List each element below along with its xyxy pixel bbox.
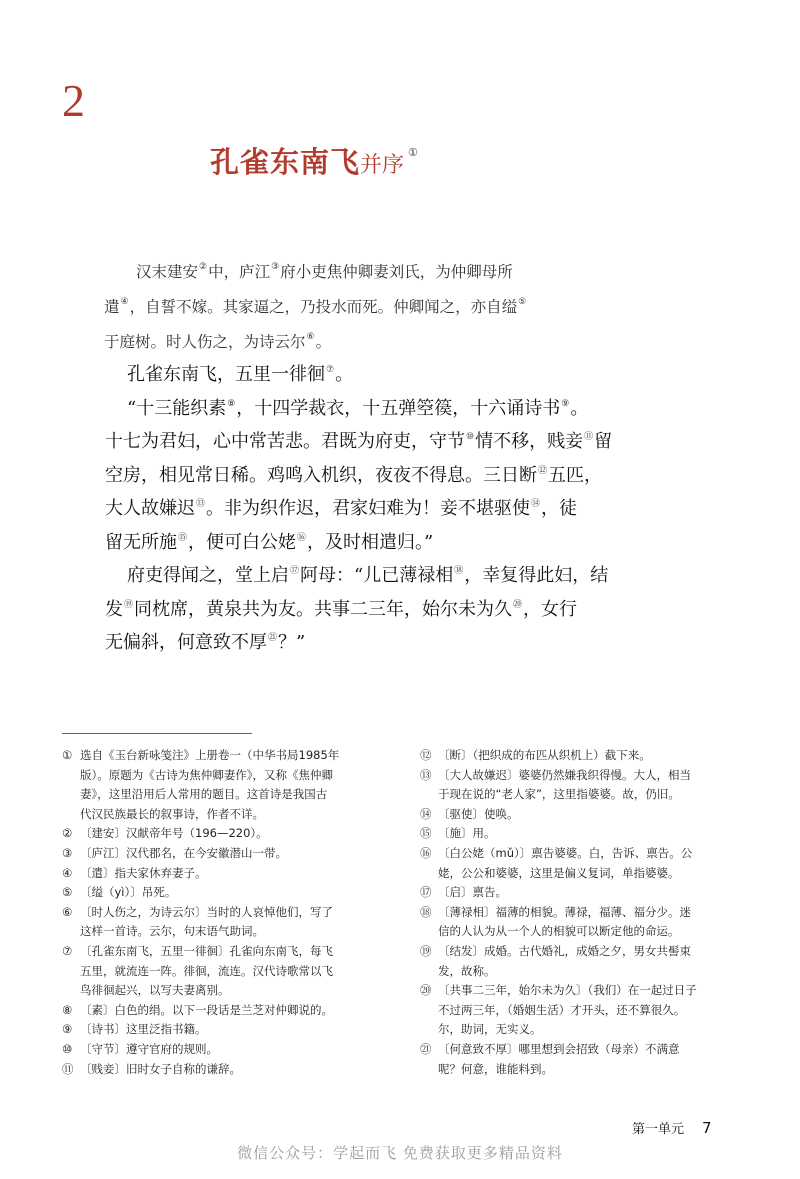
text-line — [105, 356, 565, 390]
page-number: 7 — [702, 1119, 712, 1137]
text-segment: 。非为织作迟，君家妇难为！妾不堪驱使 — [206, 498, 531, 519]
footnote-number: ⑬ — [420, 767, 432, 782]
footnote-text: 尔，助词，无实义。 — [438, 1022, 542, 1037]
footnote-text: 〔驱使〕使唤。 — [438, 806, 519, 821]
footnote-line — [62, 962, 382, 982]
footnote-line — [420, 766, 738, 786]
text-segment: 无偏斜，何意致不厚 — [105, 632, 267, 653]
footnote-text: 选自《玉台新咏笺注》上册卷一（中华书局1985年 — [80, 748, 340, 762]
footnote-line — [420, 883, 738, 903]
footnote-mark: ⑱ — [454, 566, 464, 576]
text-line — [105, 457, 603, 491]
title-main: 孔雀东南飞 — [210, 145, 361, 179]
poem-body — [105, 356, 613, 658]
text-line — [105, 390, 589, 424]
text-line — [105, 591, 578, 625]
footnote-line — [420, 981, 738, 1001]
footnote-line — [62, 1001, 382, 1021]
footnote-number: ⑮ — [420, 826, 432, 841]
footnote-line — [62, 922, 382, 942]
footnote-number: ⑰ — [420, 885, 432, 900]
footnote-number: ㉑ — [420, 1041, 432, 1056]
text-segment: 留无所施 — [105, 531, 177, 553]
footnote-text: 〔遣〕指夫家休弃妻子。 — [80, 865, 207, 880]
text-segment: 。 — [570, 397, 589, 419]
footnote-line — [420, 1040, 738, 1060]
footnote-line — [420, 1001, 738, 1021]
text-line — [104, 322, 574, 357]
footnote-number: ① — [62, 748, 73, 762]
footnote-text: 代汉民族最长的叙事诗，作者不详。 — [80, 806, 264, 821]
footnote-text: 姥，公公和婆婆，这里是偏义复词，单指婆婆。 — [438, 865, 680, 880]
footnote-mark: ③ — [271, 262, 280, 272]
footnote-text: 妻》，这里沿用后人常用的题目。这首诗是我国古 — [80, 787, 328, 802]
text-line — [105, 624, 565, 658]
footnote-mark: ⑲ — [124, 599, 134, 610]
footnote-number: ⑤ — [62, 885, 73, 900]
footnote-mark: ㉑ — [268, 633, 278, 643]
footnote-text: 鸟徘徊起兴，以写夫妻离别。 — [80, 983, 230, 998]
footnote-line — [62, 805, 382, 825]
footnote-text: 〔时人伤之，为诗云尔〕当时的人哀悼他们，写了 — [80, 904, 333, 919]
footnotes-left — [62, 746, 382, 1079]
text-segment: 情不移，贱妾 — [475, 431, 584, 452]
footnote-text: 〔断〕（把织成的布匹从织机上）截下来。 — [438, 748, 651, 762]
footnote-line — [62, 766, 382, 786]
footnote-text: 〔守节〕遵守官府的规则。 — [80, 1041, 218, 1056]
text-segment: 汉末建安 — [136, 263, 199, 281]
footnote-number: ⑲ — [420, 943, 432, 958]
footnote-line — [420, 785, 738, 805]
footnote-mark: ⑰ — [290, 566, 300, 576]
text-segment: ，自誓不嫁。其家逼之，乃投水而死。仲卿闻之，亦自缢 — [129, 298, 518, 316]
footnote-number: ② — [62, 826, 73, 841]
text-segment: 中，庐江 — [208, 263, 271, 281]
text-segment: ，女行 — [523, 598, 578, 620]
footnote-line — [420, 805, 738, 825]
text-segment: 空房，相见常日稀。鸡鸣入机织，夜夜不得息。三日断 — [105, 464, 537, 486]
footnote-mark: ⑨ — [561, 398, 570, 409]
footnote-text: 〔何意致不厚〕哪里想到会招致（母亲）不满意 — [438, 1041, 680, 1056]
text-line — [105, 423, 613, 457]
footnote-number: ⑱ — [420, 904, 432, 919]
text-segment: 大人故嫌迟 — [105, 498, 195, 519]
footnote-mark: ⑧ — [227, 398, 236, 409]
footnote-line — [420, 864, 738, 884]
footnote-text: 〔孔雀东南飞，五里一徘徊〕孔雀向东南飞，每飞 — [80, 943, 333, 958]
footnote-mark: ⑭ — [531, 499, 541, 509]
text-line — [105, 524, 565, 558]
footnote-text: 〔结发〕成婚。古代婚礼，成婚之夕，男女共髻束 — [438, 943, 691, 958]
footnote-line — [62, 903, 382, 923]
footnote-text: 不过两三年，（婚姻生活）才开头，还不算很久。 — [438, 1002, 686, 1017]
footnote-number: ⑥ — [62, 904, 73, 919]
footnote-number: ⑨ — [62, 1022, 73, 1037]
footnote-mark: ⑬ — [196, 499, 206, 509]
footnote-line — [62, 1060, 382, 1080]
footnote-text: 于现在说的“老人家”，这里指婆婆。故，仍旧。 — [438, 787, 680, 802]
footnote-number: ⑯ — [420, 845, 432, 860]
footnote-number: ⑪ — [62, 1061, 74, 1076]
footnote-line — [62, 942, 382, 962]
footnote-text: 版）。原题为《古诗为焦仲卿妻作》，又称《焦仲卿 — [80, 767, 333, 782]
footnote-line — [62, 1020, 382, 1040]
footnote-divider — [62, 733, 252, 734]
footnote-text: 〔建安〕汉献帝年号（196—220）。 — [80, 826, 268, 841]
footnote-line — [420, 1060, 738, 1080]
unit-label: 第一单元 — [632, 1122, 685, 1137]
footnote-number: ⑫ — [420, 748, 432, 762]
footnote-line — [420, 844, 738, 864]
footnote-number: ⑧ — [62, 1002, 73, 1017]
text-segment: ，及时相遣归。” — [307, 531, 434, 553]
footnote-line — [420, 942, 738, 962]
footnote-text: 〔白公姥（mǔ）〕禀告婆婆。白，告诉、禀告。公 — [438, 845, 693, 860]
text-segment: 同枕席，黄泉共为友。共事二三年，始尔未为久 — [134, 598, 513, 620]
footnote-mark: ⑮ — [178, 532, 188, 543]
footnote-line — [420, 746, 738, 766]
text-segment: 于庭树。时人伤之，为诗云尔 — [104, 333, 306, 351]
footnote-mark: ⑥ — [306, 332, 315, 342]
footnote-mark: ⑯ — [297, 532, 307, 543]
footnote-line — [420, 1020, 738, 1040]
text-segment: ？” — [278, 632, 306, 653]
footnote-line — [62, 1040, 382, 1060]
page-footer — [632, 1118, 712, 1137]
footnote-line — [62, 981, 382, 1001]
footnote-line — [62, 844, 382, 864]
footnote-mark: ② — [199, 262, 208, 272]
title-footnote-mark: ① — [408, 146, 418, 159]
footnote-line — [62, 864, 382, 884]
footnote-text: 信的人认为从一个人的相貌可以断定他的命运。 — [438, 924, 680, 939]
footnote-line — [62, 746, 382, 766]
text-segment: 府小吏焦仲卿妻刘氏，为仲卿母所 — [280, 263, 513, 281]
text-segment: 府吏得闻之，堂上启 — [127, 565, 289, 586]
text-segment: ，徒 — [541, 498, 578, 519]
text-line — [105, 490, 578, 524]
footnote-text: 五里，就流连一阵。徘徊，流连。汉代诗歌常以飞 — [80, 963, 333, 978]
text-segment: ，便可白公姥 — [188, 531, 297, 553]
text-line — [104, 252, 574, 287]
text-segment: 孔雀东南飞，五里一徘徊 — [127, 364, 325, 385]
footnote-text: 〔共事二三年，始尔未为久〕（我们）在一起过日子 — [438, 983, 697, 998]
footnote-line — [420, 824, 738, 844]
text-segment: 发 — [105, 598, 123, 620]
footnote-number: ⑦ — [62, 943, 73, 958]
footnote-line — [420, 962, 738, 982]
text-segment: 十七为君妇，心中常苦悲。君既为府吏，守节 — [105, 431, 465, 452]
title-sub: 并序 — [360, 153, 405, 178]
text-segment: 五匹， — [548, 464, 603, 486]
lesson-number: 2 — [62, 75, 85, 126]
text-segment: ，幸复得此妇，结 — [464, 565, 609, 586]
footnote-mark: ⑩ — [466, 432, 475, 442]
footnote-number: ⑭ — [420, 806, 432, 821]
footnote-mark: ⑪ — [584, 432, 594, 442]
footnote-mark: ⑫ — [538, 465, 548, 476]
footnote-text: 这样一首诗。云尔，句末语气助词。 — [80, 924, 264, 939]
footnote-text: 〔缢（yì）〕吊死。 — [80, 885, 177, 900]
footnote-number: ④ — [62, 865, 73, 880]
footnote-text: 〔庐江〕汉代郡名，在今安徽潜山一带。 — [80, 845, 287, 860]
text-segment: 留 — [594, 431, 613, 452]
footnote-mark: ⑤ — [518, 297, 527, 307]
footnote-text: 〔诗书〕这里泛指书籍。 — [80, 1022, 207, 1037]
text-segment: “十三能织素 — [127, 397, 227, 419]
text-segment: ，十四学裁衣，十五弹箜篌，十六诵诗书 — [236, 397, 561, 419]
preface — [104, 252, 574, 357]
footnote-text: 〔启〕禀告。 — [438, 885, 507, 900]
footnote-line — [420, 903, 738, 923]
footnote-line — [62, 824, 382, 844]
footnote-text: 〔施〕用。 — [438, 826, 496, 841]
text-line — [104, 287, 574, 322]
text-segment: 。 — [315, 333, 332, 351]
footnote-text: 〔素〕白色的绢。以下一段话是兰芝对仲卿说的。 — [80, 1002, 333, 1017]
text-segment: 遣 — [104, 298, 120, 316]
page-title — [210, 140, 418, 181]
footnote-text: 呢？何意，谁能料到。 — [438, 1061, 553, 1076]
text-segment: 阿母：“儿已薄禄相 — [300, 565, 454, 586]
footnote-mark: ⑦ — [326, 365, 335, 375]
footnote-line — [420, 922, 738, 942]
footnote-mark: ④ — [120, 297, 129, 307]
footnote-text: 发，故称。 — [438, 963, 496, 978]
footnote-text: 〔薄禄相〕福薄的相貌。薄禄，福薄、福分少。迷 — [438, 904, 691, 919]
footnote-line — [62, 785, 382, 805]
footnotes-right — [420, 746, 738, 1079]
text-segment: 。 — [335, 364, 354, 385]
footnote-number: ⑩ — [62, 1041, 73, 1056]
footnote-text: 〔贱妾〕旧时女子自称的谦辞。 — [80, 1061, 241, 1076]
footnote-number: ③ — [62, 845, 73, 860]
text-line — [105, 557, 609, 591]
footnote-number: ⑳ — [420, 983, 432, 998]
footnote-text: 〔大人故嫌迟〕婆婆仍然嫌我织得慢。大人，相当 — [438, 767, 691, 782]
footnote-mark: ⑳ — [513, 599, 523, 610]
footnote-line — [62, 883, 382, 903]
watermark: 微信公众号：学起而飞 免费获取更多精品资料 — [237, 1144, 563, 1162]
